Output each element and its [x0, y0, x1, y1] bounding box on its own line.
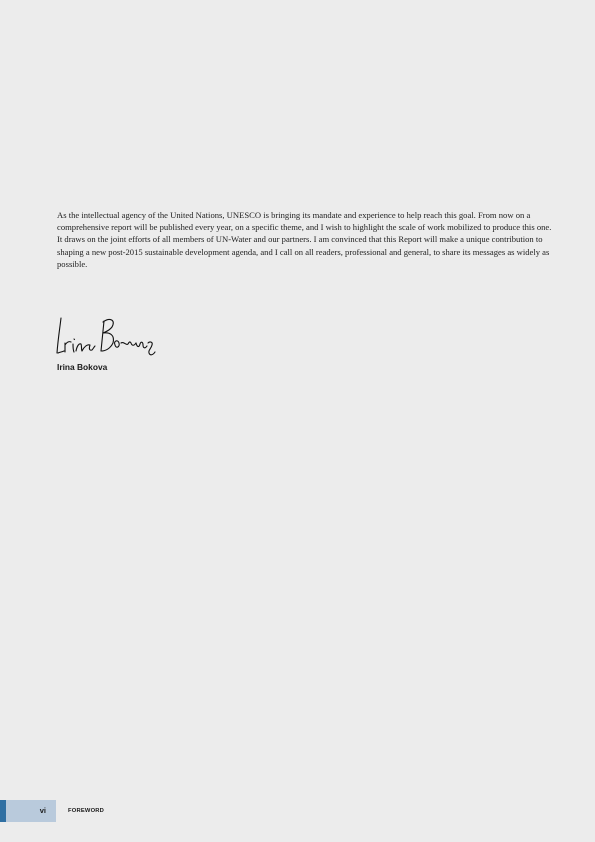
- foreword-paragraph: As the intellectual agency of the United Nations, UNESCO is bringing its mandate and experience to help reach this goal. From now on a comprehensive report will be published every year, on a specific theme, and I wish to highlight the scale of work mobilized to produce this one. It draws on the joint efforts of all members of UN-Water and our partners. I am convinced that this Report will make a unique contribution to shaping a new post-2015 sustainable development agenda, and I call on all readers, professional and general, to share its messages as widely as possible.: [57, 210, 552, 269]
- handwritten-signature: [52, 313, 162, 361]
- page-number-box: [6, 800, 56, 822]
- page-number: vi: [39, 806, 46, 815]
- signer-name: Irina Bokova: [57, 362, 108, 372]
- page-footer: [0, 800, 595, 822]
- section-label: FOREWORD: [68, 808, 105, 814]
